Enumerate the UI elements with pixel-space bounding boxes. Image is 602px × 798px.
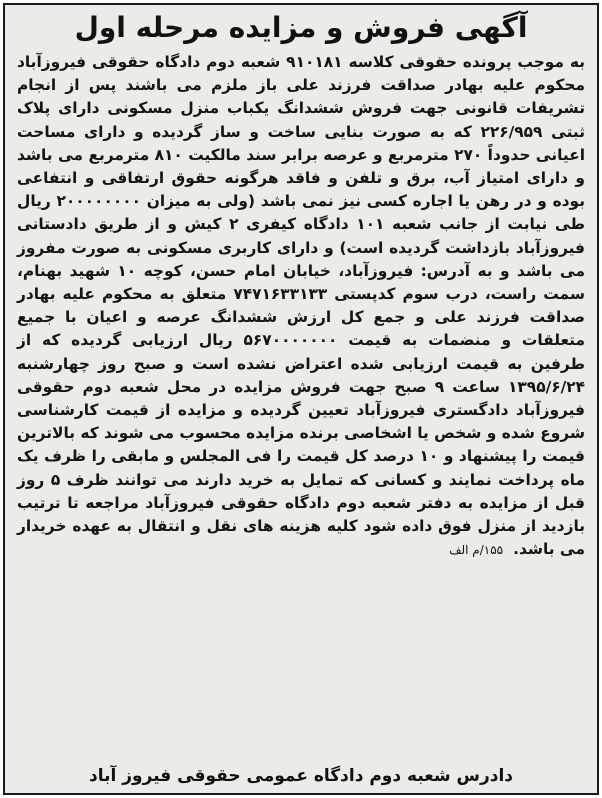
notice-title: آگهی فروش و مزایده مرحله اول	[74, 11, 528, 44]
notice-body-text: به موجب پرونده حقوقی کلاسه ۹۱۰۱۸۱ شعبه دوم دادگاه حقوقی فیروزآباد محکوم علیه بهادر صداقت فرزند علی باز ملزم می باشند پس از انجام تشریفات قانونی جهت فروش ششدانگ یکباب منزل مسکونی دارای پلاک ثبتی ۲۲۶/۹۵۹ که به صورت بنایی ساخت و ساز گردیده و دارای مساحت اعیانی حدوداً ۲۷۰ مترمربع و عرصه برابر سند مالکیت ۸۱۰ مترمربع می باشد و دارای امتیاز آب، برق و تلفن و فاقد هرگونه حقوق ارتفاقی و انتفاعی بوده و در رهن یا اجاره کسی نیز نمی باشد (ولی به میزان ۲۰۰۰۰۰۰۰۰ ریال طی نیابت از جانب شعبه ۱۰۱ دادگاه کیفری ۲ کیش و از طریق دادستانی فیروزآباد بازداشت گردیده است) و دارای کاربری مسکونی به صورت مفروز می باشد و به آدرس: فیروزآباد، خیابان امام حسن، کوچه ۱۰ شهید بهنام، سمت راست، درب سوم کدپستی ۷۴۷۱۶۳۳۱۳۳ متعلق به محکوم علیه بهادر صداقت فرزند علی و جمع کل ارزش ششدانگ عرصه و اعیان با جمیع متعلقات و منضمات به قیمت ۵۶۷۰۰۰۰۰۰۰ ریال ارزیابی گردیده که از طرفین به قیمت ارزیابی شده اعتراض نشده است و صبح روز چهارشنبه ۱۳۹۵/۶/۲۴ ساعت ۹ صبح جهت فروش مزایده در محل شعبه دوم حقوقی فیروزآباد دادگستری فیروزآباد تعیین گردیده و مزایده از قیمت کارشناسی شروع شده و شخص یا اشخاصی برنده مزایده محسوب می شوند که بالاترین قیمت را پیشنهاد و ۱۰ درصد کل قیمت را فی المجلس و مابقی را ظرف یک ماه پرداخت نمایند و کسانی که تمایل به خرید دارند می توانند ظرف ۵ روز قبل از مزایده به دفتر شعبه دوم دادگاه حقوقی فیروزآباد مراجعه تا ترتیب بازدید از منزل فوق داده شود کلیه هزینه های نقل و انتقال به عهده خریدار می باشد.	[17, 53, 586, 559]
notice-footer: دادرس شعبه دوم دادگاه عمومی حقوقی فیروز آباد	[88, 766, 514, 786]
notice-code: ۱۵۵/م الف	[449, 543, 504, 558]
newspaper-notice	[3, 3, 599, 795]
notice-body	[5, 51, 597, 562]
